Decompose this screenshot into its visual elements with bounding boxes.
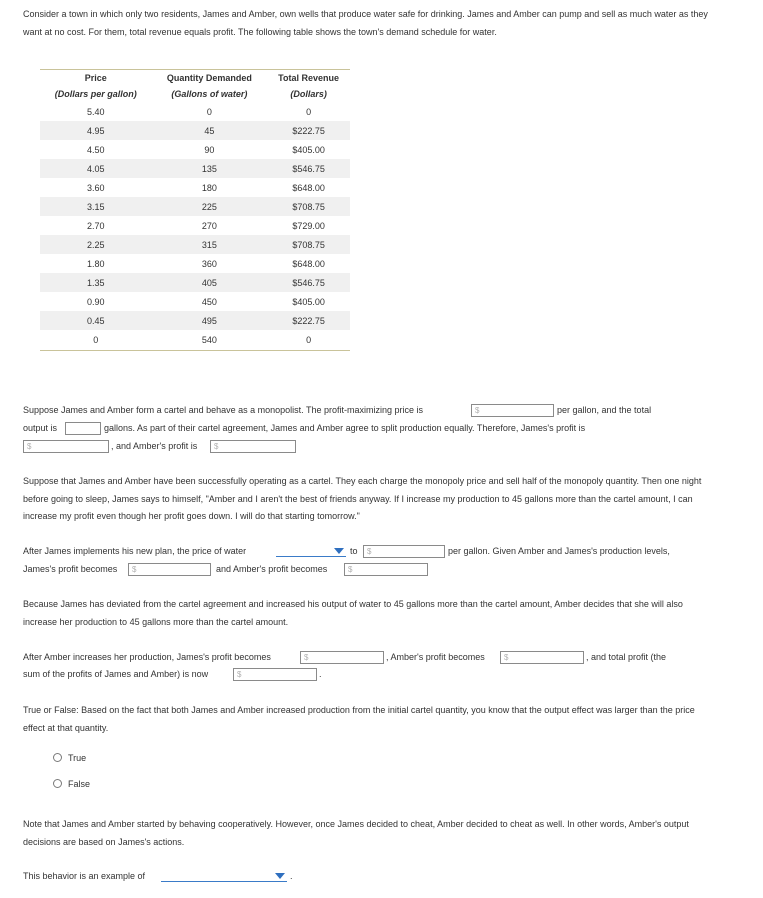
total-output-input[interactable] (65, 422, 101, 435)
after-amber-text-1: After Amber increases her production, James's profit becomes (23, 652, 271, 662)
james-cartel-profit-input[interactable] (23, 440, 109, 453)
cell-quantity: 315 (152, 235, 268, 254)
cell-quantity: 225 (152, 197, 268, 216)
false-radio[interactable] (53, 779, 62, 788)
cell-quantity: 135 (152, 159, 268, 178)
cell-revenue: $405.00 (292, 296, 325, 307)
dollar-sign: $ (237, 670, 242, 679)
table-row (40, 102, 350, 121)
dollar-sign: $ (504, 653, 509, 662)
note-text: Note that James and Amber started by behaving cooperatively. However, once James decided to cheat, Amber decided to cheat as well. In other words, Amber's output decisions are based on James's actions. (23, 819, 689, 847)
dollar-sign: $ (348, 565, 353, 574)
cell-price: 2.70 (87, 220, 105, 231)
table-row (40, 140, 350, 159)
table-row (40, 330, 350, 351)
table-row (40, 178, 350, 197)
table-row (40, 273, 350, 292)
false-label: False (68, 779, 91, 789)
james-plan-text: Suppose that James and Amber have been successfully operating as a cartel. They each charge the monopoly price and sell half of the monopoly quantity. Then one night before going to sleep, James says to himself, "Amber and I aren't the best of friends anyway. If I increase my production to 45 gallons more than the cartel amount, I can increase my profit even though her profit goes down. I will do that starting tomorrow." (23, 476, 702, 521)
after-james-text-3: per gallon. Given Amber and James's production levels, (448, 546, 670, 556)
cell-quantity: 270 (201, 220, 217, 231)
col-header-revenue: Total Revenue (278, 73, 340, 83)
cell-revenue: $222.75 (267, 121, 350, 140)
amber-deviates-text: Because James has deviated from the cartel agreement and increased his output of water to 45 gallons more than the cartel amount, Amber decides that she will also increase her production to 45 gallons more than the cartel amount. (23, 599, 683, 627)
cell-price: 3.15 (40, 197, 152, 216)
amber-final-profit-input[interactable] (500, 651, 584, 664)
col-header-price: Price (84, 73, 107, 83)
col-subheader-quantity: (Gallons of water) (171, 89, 248, 99)
cell-price: 0 (93, 335, 99, 345)
table-row (40, 121, 350, 140)
cartel-text-4: gallons. As part of their cartel agreement, James and Amber agree to split production equally. Therefore, James's profit is (104, 423, 586, 433)
amber-cartel-profit-input[interactable] (210, 440, 296, 453)
table-row (40, 159, 350, 178)
cell-revenue: $648.00 (292, 182, 325, 193)
cell-revenue: $405.00 (292, 144, 325, 155)
behavior-end: . (290, 871, 293, 881)
cell-revenue: $546.75 (267, 159, 350, 178)
cell-revenue: $648.00 (292, 258, 325, 269)
cell-revenue: 0 (306, 106, 312, 117)
cell-price: 0.90 (87, 296, 105, 307)
chevron-down-icon (334, 548, 344, 554)
intro-text: Consider a town in which only two residents, James and Amber, own wells that produce water safe for drinking. James and Amber can pump and sell as much water as they want at no cost. For them, total revenue equals profit. The following table shows the town's demand schedule for water. (23, 9, 708, 37)
cell-price: 2.25 (40, 235, 152, 254)
dollar-sign: $ (475, 406, 480, 415)
dollar-sign: $ (304, 653, 309, 662)
demand-schedule-table (40, 69, 350, 351)
cell-price: 0.45 (40, 311, 152, 330)
cell-quantity: 450 (201, 296, 217, 307)
cartel-text-3: output is (23, 423, 58, 433)
col-subheader-revenue: (Dollars) (290, 89, 327, 99)
cell-quantity: 540 (201, 335, 217, 345)
after-amber-text-3: , and total profit (the (586, 652, 667, 662)
cell-price: 3.60 (87, 182, 105, 193)
cell-revenue: $222.75 (267, 311, 350, 330)
cell-quantity: 360 (201, 258, 217, 269)
cell-quantity: 405 (152, 273, 268, 292)
price-change-dropdown[interactable] (276, 545, 346, 557)
cell-quantity: 90 (204, 144, 215, 155)
monopoly-price-input[interactable] (471, 404, 554, 417)
table-row (40, 292, 350, 311)
after-amber-text-2: , Amber's profit becomes (386, 652, 485, 662)
cartel-text-5: , and Amber's profit is (111, 441, 198, 451)
chevron-down-icon (275, 873, 285, 879)
cell-price: 4.05 (40, 159, 152, 178)
table-row (40, 254, 350, 273)
cartel-text-2: per gallon, and the total (557, 405, 652, 415)
table-row (40, 311, 350, 330)
col-header-quantity: Quantity Demanded (166, 73, 252, 83)
cell-revenue: 0 (306, 335, 312, 345)
after-james-text-4: James's profit becomes (23, 564, 118, 574)
cell-price: 4.50 (87, 144, 105, 155)
true-label: True (68, 753, 87, 763)
table-row (40, 235, 350, 254)
total-profit-input[interactable] (233, 668, 317, 681)
cell-quantity: 45 (152, 121, 268, 140)
james-deviation-profit-input[interactable] (128, 563, 211, 576)
cell-price: 5.40 (87, 106, 105, 117)
cell-revenue: $708.75 (267, 235, 350, 254)
dollar-sign: $ (214, 442, 219, 451)
after-james-text-1: After James implements his new plan, the price of water (23, 546, 247, 556)
cell-price: 1.35 (40, 273, 152, 292)
amber-deviation-profit-input[interactable] (344, 563, 428, 576)
cell-price: 1.80 (87, 258, 105, 269)
cell-quantity: 0 (206, 106, 212, 117)
cartel-text-1: Suppose James and Amber form a cartel and behave as a monopolist. The profit-maximizing price is (23, 405, 424, 415)
cell-revenue: $546.75 (267, 273, 350, 292)
new-price-input[interactable] (363, 545, 445, 558)
behavior-dropdown[interactable] (161, 870, 287, 882)
behavior-label: This behavior is an example of (23, 871, 146, 881)
cell-quantity: 180 (201, 182, 217, 193)
james-final-profit-input[interactable] (300, 651, 384, 664)
after-amber-text-4: sum of the profits of James and Amber) is now (23, 669, 209, 679)
after-james-text-5: and Amber's profit becomes (216, 564, 328, 574)
dollar-sign: $ (367, 547, 372, 556)
after-james-text-2: to (350, 546, 358, 556)
dollar-sign: $ (27, 442, 32, 451)
dollar-sign: $ (132, 565, 137, 574)
cell-quantity: 495 (152, 311, 268, 330)
true-radio[interactable] (53, 753, 62, 762)
cell-revenue: $708.75 (267, 197, 350, 216)
col-subheader-price: (Dollars per gallon) (54, 89, 137, 99)
table-row (40, 216, 350, 235)
cell-price: 4.95 (40, 121, 152, 140)
cell-revenue: $729.00 (292, 220, 325, 231)
tf-question: True or False: Based on the fact that both James and Amber increased production from the initial cartel quantity, you know that the output effect was larger than the price effect at that quantity. (23, 705, 695, 733)
table-row (40, 197, 350, 216)
after-amber-text-5: . (319, 669, 322, 679)
